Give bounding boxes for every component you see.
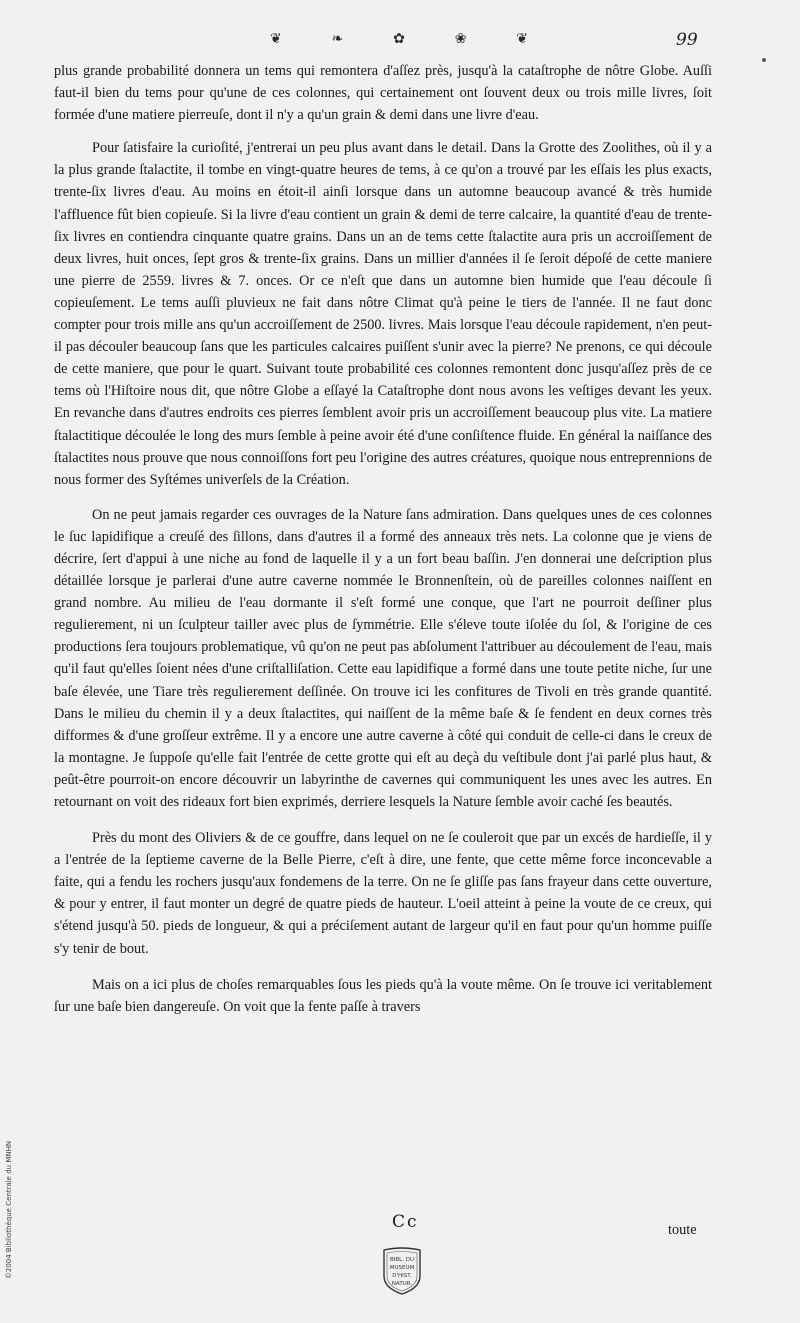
signature-mark: Cc [392, 1212, 419, 1232]
paragraph: Pour ſatisfaire la curioſité, j'entrerai un peu plus avant dans le detail. Dans la Grotte des Zoolithes, où il y a la plus grande ſtalactite, il tombe en vingt-quatre heures de tems, à ce qu'on a trouvé par les eſſais les plus exacts, trente-ſix livres d'eau. Au moins en étoit-il ainſi lorsque dans un automne beaucoup avancé & très humide l'affluence fût bien copieuſe. Si la livre d'eau contient un grain & demi de terre calcaire, la quantité d'eau de trente-ſix livres en contiendra cinquante quatre grains. Dans un an de tems cette ſtalactite aura pris un accroiſſement de deux livres, huit onces, ſept gros & trente-ſix grains. Dans un millier d'années il ſe ſeroit dépoſé de cette maniere une pierre de 2559. livres & 7. onces. Or ce n'eſt que dans un automne bien humide que l'eau découle ſi copieuſement. Le tems auſſi pluvieux ne fait dans nôtre Climat qu'à peine le tiers de l'année. Il ne faut donc compter pour trois mille ans qu'un accroiſſement de 2500. livres. Mais lorsque l'eau découle rapidement, n'en peut-il pas découler beaucoup ſans que les particules calcaires puiſſent s'unir avec la pierre? Ne prenons, ce qui découle de cette maniere, que pour le quart. Suivant toute probabilité ces colonnes remontent donc jusqu'aſſez près de ce tems où l'Hiſtoire nous dit, que nôtre Globe a eſſayé la Cataſtrophe dont nous avons les veſtiges devant les yeux. En revanche dans d'autres endroits ces pierres ſemblent avoir pris un accroiſſement beaucoup plus vite. La matiere ſtalactitique découlée le long des murs ſemble à peine avoir été d'une conſiſtence fluide. En général la naiſſance des ſtalactites nous prouve que nous connoiſſons fort peu l'origine des autres créatures, quoique nous entreprennions de nous former des Syſtémes univerſels de la Création. [54, 140, 712, 488]
ink-speck [762, 58, 766, 62]
stamp-line: NATUR. [391, 1281, 413, 1287]
header-ornament [270, 28, 530, 50]
stamp-line: BIBL. DU [390, 1257, 414, 1263]
body-text [54, 60, 712, 1018]
stamp-line: D'HIST. [392, 1273, 412, 1279]
paragraph: Près du mont des Oliviers & de ce gouffre, dans lequel on ne ſe couleroit que par un excés de hardieſſe, il y a l'entrée de la ſeptieme caverne de la Belle Pierre, c'eſt à dire, une fente, que cette même force inconcevable a faite, qui a fendu les rochers jusqu'aux fondemens de la terre. On ne ſe gliſſe pas ſans frayeur dans cette ouverture, & pour y entrer, il faut monter un degré de quatre pieds de hauteur. L'oeil atteint à peine la voute de ce creux, qui s'étend jusqu'à 50. pieds de longueur, & qui a préciſement autant de largeur qu'il en faut pour qu'un homme puiſſe s'y tenir de bout. [54, 830, 712, 957]
stamp-line: MUSEUM [389, 1265, 415, 1271]
paragraph: plus grande probabilité donnera un tems qui remontera d'aſſez près, jusqu'à la cataſtrophe de nôtre Globe. Auſſi faut-il bien du tems pour qu'une de ces colonnes, qui certainement ont ſouvent deux ou trois mille livres, ſoit formée d'une matiere pierreuſe, dont il n'y a qu'un grain & demi dans une livre d'eau. [54, 63, 712, 124]
ornament-glyph: ✿ [393, 31, 407, 47]
library-stamp-icon [381, 1246, 423, 1296]
paragraph: On ne peut jamais regarder ces ouvrages de la Nature ſans admiration. Dans quelques unes de ces colonnes le ſuc lapidifique a creuſé des ſillons, dans d'autres il a formé des anneaux très nets. La colonne que je viens de décrire, ſert d'appui à une niche au fond de laquelle il y a un fort beau baſſin. J'en donnerai une deſcription plus détaillée lorsque je parlerai d'une autre caverne nommée le Bronnenſtein, où de pareilles colonnes naiſſent en grand nombre. Au milieu de l'eau dormante il s'eſt formé une conque, que l'art ne pourroit deſſiner plus regulierement, ni un ſculpteur tailler avec plus de ſymmétrie. Elle s'éleve toute iſolée du ſol, & l'origine de ces productions ſera toujours problematique, vû qu'on ne peut pas abſolument l'attribuer au découlement de l'eau, mais qu'il faut qu'elles ſoient nées d'une criſtalliſation. Cette eau lapidifique a formé dans une toute petite niche, ſur une baſe élevée, une Tiare très regulierement deſſinée. On trouve ici les confitures de Tivoli en très grande quantité. Dans le milieu du chemin il y a deux ſtalactites, qui naiſſent de la même baſe & ſe fendent en deux cornes très difformes & d'une groſſeur extrême. Il y a encore une autre caverne à côté qui conduit de celle-ci dans le creux de la montagne. Je ſuppoſe qu'elle fait l'entrée de cette grotte qui eſt au deçà du veſtibule dont j'ai parlé plus haut, & peût-être pourroit-on encore découvrir un labyrinthe de cavernes qui communiquent les unes avec les autres. En retournant on voit des rideaux fort bien exprimés, derriere lesquels la Nature ſemble avoir caché ſes beautés. [54, 506, 712, 810]
catchword: toute [668, 1222, 697, 1238]
page-number: 99 [676, 30, 698, 50]
side-credit: ©2004 Bibliothèque Centrale du MNHN [5, 1140, 13, 1280]
ornament-glyph: ❦ [516, 31, 530, 47]
ornament-glyph: ❀ [454, 31, 469, 47]
ornament-glyph: ❧ [331, 31, 346, 47]
ornament-glyph: ❦ [270, 31, 284, 47]
paragraph: Mais on a ici plus de choſes remarquables ſous les pieds qu'à la voute même. On ſe trouve ici veritablement ſur une baſe bien dangereuſe. On voit que la fente paſſe à travers [54, 976, 712, 1015]
